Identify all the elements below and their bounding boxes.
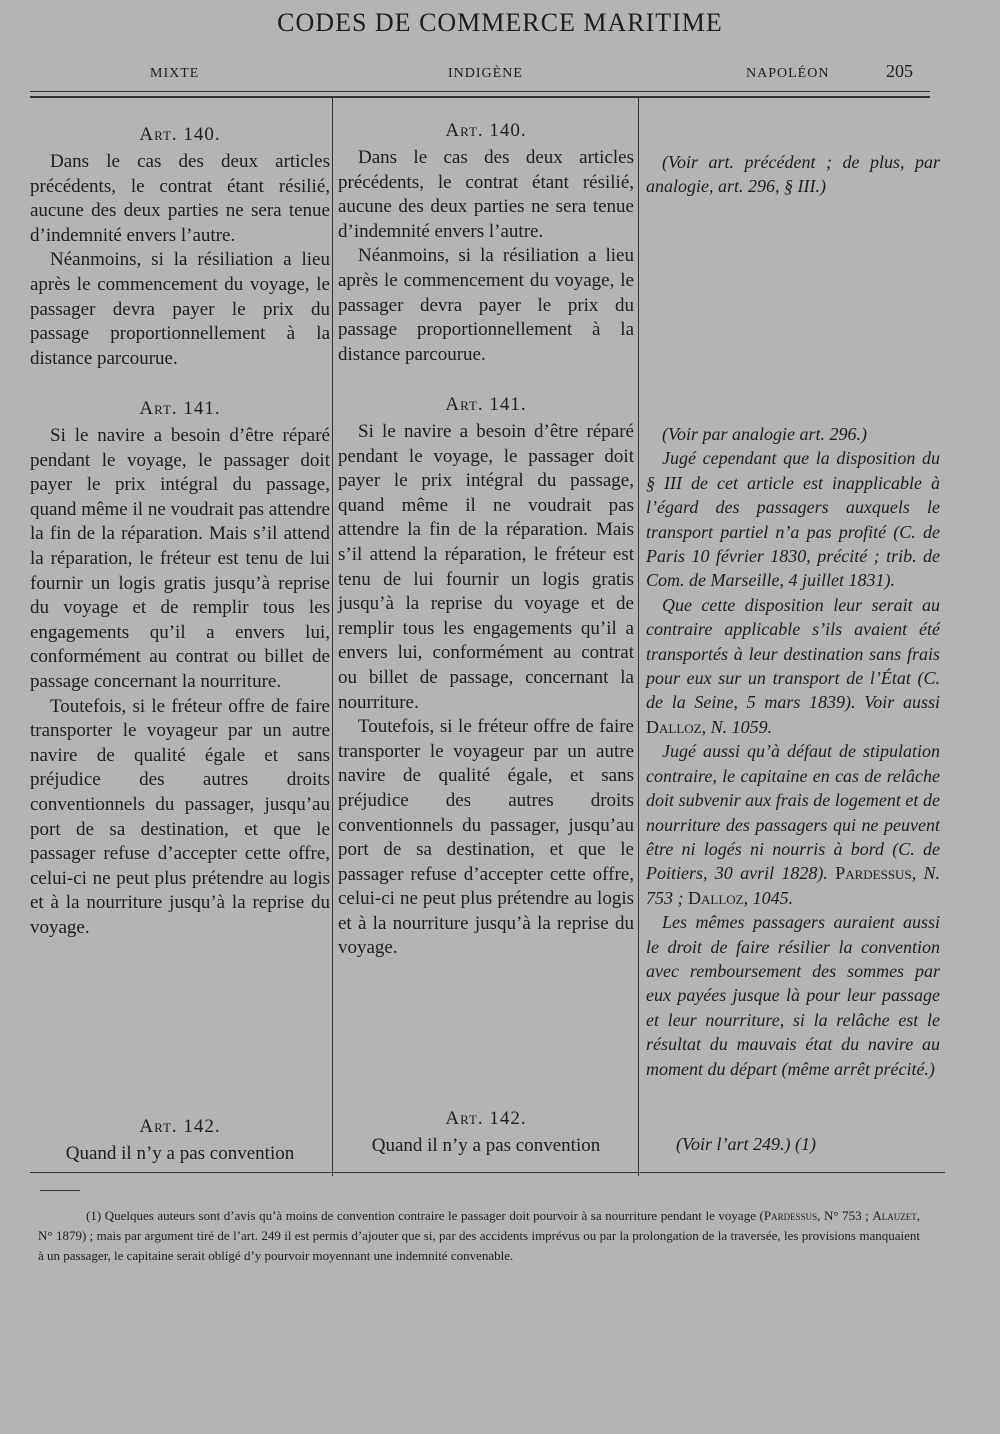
footnote [38,1206,920,1266]
article-paragraph: Toutefois, si le fréteur offre de faire transporter le voyageur par un autre navire de qualité égale et sans préjudice des autres droits conventionnels du passager, jusqu’au port de sa destination, et que le passager refuse d’accepter cette offre, celui-ci ne peut plus prétendre au logis et à la nourriture jusqu’à la reprise du voyage. [30,695,330,938]
footnote-rule [40,1190,80,1191]
article-paragraph: Néanmoins, si la résiliation a lieu après le commencement du voyage, le passager devra payer le prix du passage proportionnellement à la distance parcourue. [30,249,330,369]
article-140 [30,120,330,371]
note-paragraph [646,593,940,739]
page-title: CODES DE COMMERCE MARITIME [277,8,723,37]
note-paragraph: (Voir art. précédent ; de plus, par analogie, art. 296, § III.) [646,152,940,197]
footnote-text: , N° 1879) ; mais par argument tiré de l’art. 249 il est permis d’ajouter que si, par des accidents imprévus ou par la prolongation de la traversée, les provisions manquaient à un passager, le capitaine serait obligé d’y pourvoir moyennant une indemnité convenable. [38,1208,921,1263]
footnote-text: (1) Quelques auteurs sont d’avis qu’à moins de convention contraire le passager doit pourvoir à sa nourriture pendant le voyage ( [86,1208,764,1223]
column-mixte [30,0,330,1170]
article-paragraph: Toutefois, si le fréteur offre de faire transporter le voyageur par un autre navire de qualité égale, et sans préjudice des autres droits conventionnels du passager, jusqu’au port de sa destination, et que le passager refuse d’accepter cette offre, celui-ci ne peut plus prétendre au logis et à la nourriture jusqu’à la reprise du voyage. [338,716,634,959]
body-bottom-rule [30,1172,945,1173]
note-paragraph: (Voir par analogie art. 296.) [662,424,867,444]
article-heading: Art. 141. [139,398,221,419]
article-140 [338,116,634,367]
article-paragraph: Néanmoins, si la résiliation a lieu après le commencement du voyage, le passager devra payer le prix du passage proportionnellement à la distance parcourue. [338,245,634,365]
note-text: , N. 753 ; [646,863,940,908]
note-text: Que cette disposition leur serait au contraire applicable s’ils avaient été transportés à leur destination sans frais pour eux sur un transport de l’État (C. de la Seine, 5 mars 1839). Voir aussi [646,594,940,713]
note-text: , 1045. [743,887,794,908]
column-heading-mixte: MIXTE [150,66,200,81]
page-number: 205 [886,61,913,81]
note-paragraph [646,739,940,910]
article-heading: Art. 140. [139,124,221,145]
author-reference: Dalloz [646,716,702,737]
author-reference: Dalloz [688,887,744,908]
article-heading: Art. 142. [445,1108,527,1129]
article-141 [30,394,330,940]
note-text: , N. 1059. [701,716,773,737]
author-reference: Pardessus [835,863,912,884]
article-paragraph: Si le navire a besoin d’être réparé pendant le voyage, le passager doit payer le prix intégral du passage, quand même il ne voudrait pas attendre la fin de la réparation. Mais s’il attend la réparation, le fréteur est tenu de lui fournir un logis gratis jusqu’à reprise du voyage et de remplir tous les engagements qu’il a envers lui, conformément au contrat ou billet de passage concernant la nourriture. [30,425,330,692]
column-divider-2 [638,96,639,1176]
article-heading: Art. 142. [139,1116,221,1137]
article-140-note [646,150,940,199]
article-heading: Art. 140. [445,120,527,141]
article-141-notes [646,422,940,1081]
article-141 [338,390,634,961]
note-text: Jugé aussi qu’à défaut de stipulation contraire, le capitaine en cas de relâche doit subvenir aux frais de logement et de nourriture des passagers qui ne peuvent être ni logés ni nourris à bord (C. de Poitiers, 30 avril 1828). [646,741,940,884]
note-paragraph: Jugé cependant que la disposition du § III de cet article est inapplicable à l’égard des passagers auxquels le transport partiel n’a pas profité (C. de Paris 10 février 1830, précité ; trib. de Com. de Marseille, 4 juillet 1831). [646,448,940,591]
article-142 [30,1112,330,1167]
column-heading-indigene: INDIGÈNE [448,66,523,81]
column-indigene [338,0,634,1170]
author-reference: Pardessus [763,1208,818,1223]
note-paragraph: Les mêmes passagers auraient aussi le droit de faire résilier la convention avec remboursement des sommes par eux payées jusque là pour leur passage et leur nourriture, si la relâche est le résultat du mauvais état du navire au moment du départ (même arrêt précité.) [646,912,940,1079]
article-142-note [646,1132,940,1156]
note-paragraph: (Voir l’art 249.) (1) [676,1134,816,1154]
column-napoleon [646,0,940,1170]
article-paragraph: Quand il n’y a pas convention [371,1135,601,1156]
article-142 [338,1104,634,1159]
article-paragraph: Dans le cas des deux articles précédents, le contrat étant résilié, aucune des deux parties ne sera tenue d’indemnité envers l’autre. [338,147,634,242]
footnote-text: , N° 753 ; [817,1208,869,1223]
column-heading-napoleon: NAPOLÉON [746,66,830,81]
article-heading: Art. 141. [445,394,527,415]
article-paragraph: Quand il n’y a pas convention [65,1143,295,1164]
author-reference: Alauzet [872,1208,917,1223]
article-paragraph: Dans le cas des deux articles précédents, le contrat étant résilié, aucune des deux parties ne sera tenue d’indemnité envers l’autre. [30,151,330,246]
column-divider-1 [332,96,333,1176]
article-paragraph: Si le navire a besoin d’être réparé pendant le voyage, le passager doit payer le prix intégral du passage, quand même il ne voudrait pas attendre la fin de la réparation. Mais s’il attend la réparation, le fréteur est tenu de lui fournir un logis gratis jusqu’à la reprise du voyage et de remplir tous les engagements qu’il a envers lui, conformément au contrat ou billet de passage, concernant la nourriture. [338,421,634,713]
